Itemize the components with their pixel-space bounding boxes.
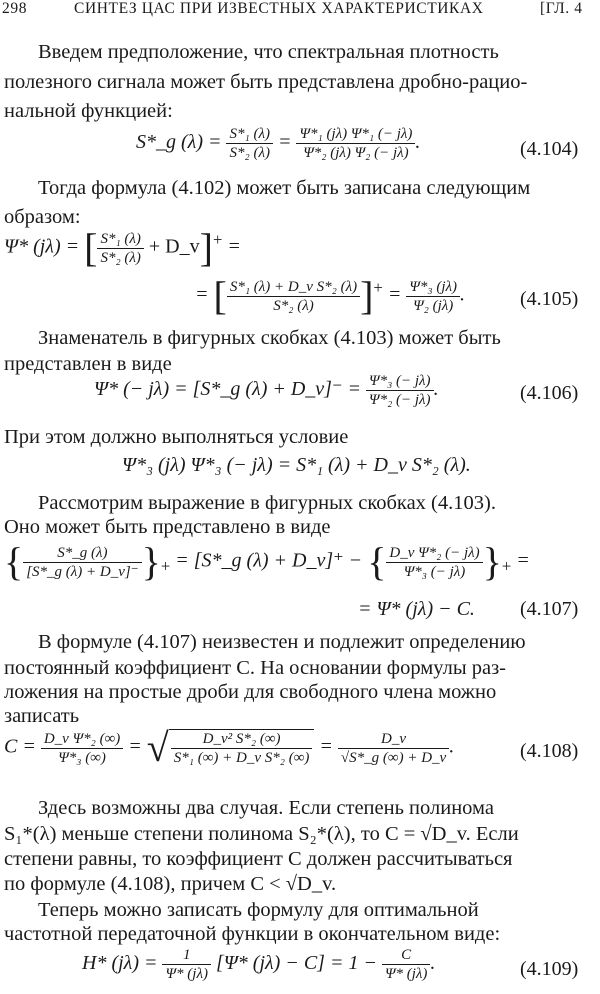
equation-4-108: C = $\frac{\text{D\_v Ψ*₂ (∞)}}{\text{Ψ*₃ (∞)}}$ = √ $\frac{\text{D\_v² S*₂ (∞)}}{\text{S*₁ (∞) + D\_v S*₂ (∞)}}$ = $\frac{D\_v}{√S*\_g (\infty) + D\_v}$ .: [4, 725, 455, 770]
text-line: Введем предположение, что спектральная плотность: [38, 41, 499, 63]
equation-number: (4.106): [520, 382, 579, 404]
text-line: Теперь можно записать формулу для оптимальной: [38, 899, 479, 921]
text-line: представлен в виде: [4, 353, 172, 375]
text-line: В формуле (4.107) неизвестен и подлежит определению: [38, 631, 526, 653]
text-line: Здесь возможны два случая. Если степень полинома: [38, 797, 494, 819]
text-line: по формуле (4.108), причем C < √D_v.: [4, 873, 337, 895]
text-line: частотной передаточной функции в окончательном виде:: [4, 923, 501, 945]
equation-number: (4.105): [520, 288, 579, 310]
equation-4-105-line1: Ψ* (jλ) = [ $\frac{\text{S*₁ (λ)}}{\text{S*₂ (λ)}}$ + D_v]+ =: [4, 225, 241, 270]
equation-4-106: Ψ* (− jλ) = [S*_g (λ) + D_v]⁻ = $\frac{\text{Ψ*₃ (− jλ)}}{\text{Ψ*₂ (− jλ)}}$ .: [94, 373, 439, 408]
equation-number: (4.104): [520, 138, 579, 160]
text-line: S₁*(λ) меньше степени полинома S₂*(λ), то C = √D_v. Если: [4, 823, 519, 845]
text-line: Тогда формула (4.102) может быть записана следующим: [38, 177, 531, 199]
text-line: записать: [4, 705, 80, 727]
equation-4-105-line2: = [ $\frac{\text{S*₁ (λ) + D\_v S*₂ (λ)}}{\text{S*₂ (λ)}}$ ]+ = $\frac{\text{Ψ*₃ (jλ)}}{\text{Ψ₂ (jλ)}}$ .: [195, 273, 465, 318]
text-line: степени равны, то коэффициент C должен рассчитываться: [4, 848, 513, 870]
text-line: При этом должно выполняться условие: [4, 426, 349, 448]
page-number: 298: [2, 0, 28, 17]
text-line: ложения на простые дроби для свободного члена можно: [4, 681, 497, 703]
equation-number: (4.107): [520, 598, 579, 620]
text-line: Знаменатель в фигурных скобках (4.103) может быть: [38, 327, 501, 349]
equation-number: (4.109): [520, 958, 579, 980]
text-line: нальной функцией:: [4, 100, 173, 122]
text-line: образом:: [4, 206, 81, 228]
text-line: Оно может быть представлено в виде: [4, 516, 331, 538]
text-line: Рассмотрим выражение в фигурных скобках (4.103).: [38, 492, 496, 514]
text-line: полезного сигнала может быть представлена дробно-рацио-: [4, 71, 528, 93]
equation-number: (4.108): [520, 740, 579, 762]
equation-4-107-line1: { $\frac{S*\_g (\lambda)}{[S*\_g (\lambda) + D\_v]^-}$ }$_+$ = [S*_g (λ) + D_v]⁺ − { $\frac{\text{D\_v Ψ*₂ (− jλ)}}{\text{Ψ*₃ (− jλ)}}$ }$_+$ =: [4, 539, 530, 584]
equation-condition: Ψ*₃ (jλ) Ψ*₃ (− jλ) = S*₁ (λ) + D_v S*₂ (λ).: [122, 454, 471, 476]
equation-4-107-line2: = Ψ* (jλ) − C.: [358, 598, 475, 620]
text-line: постоянный коэффициент C. На основании формулы раз-: [4, 657, 506, 679]
chapter-marker: [ГЛ. 4: [540, 0, 583, 17]
equation-4-109: H* (jλ) = $\frac{1}{\Psi* (j\lambda)}$ [Ψ* (jλ) − C] = 1 − $\frac{C}{\Psi* (j\lambda)}$ .: [82, 947, 436, 982]
equation-4-104: S*_g (λ) = $\frac{\text{S*₁ (λ)}}{\text{S*₂ (λ)}}$ = $\frac{\text{Ψ*₁ (jλ) Ψ*₁ (− jλ)}}{\text{Ψ*₂ (jλ) Ψ₂ (− jλ)}}$ .: [136, 126, 421, 161]
running-title: СИНТЕЗ ЦАС ПРИ ИЗВЕСТНЫХ ХАРАКТЕРИСТИКАХ: [74, 0, 484, 17]
